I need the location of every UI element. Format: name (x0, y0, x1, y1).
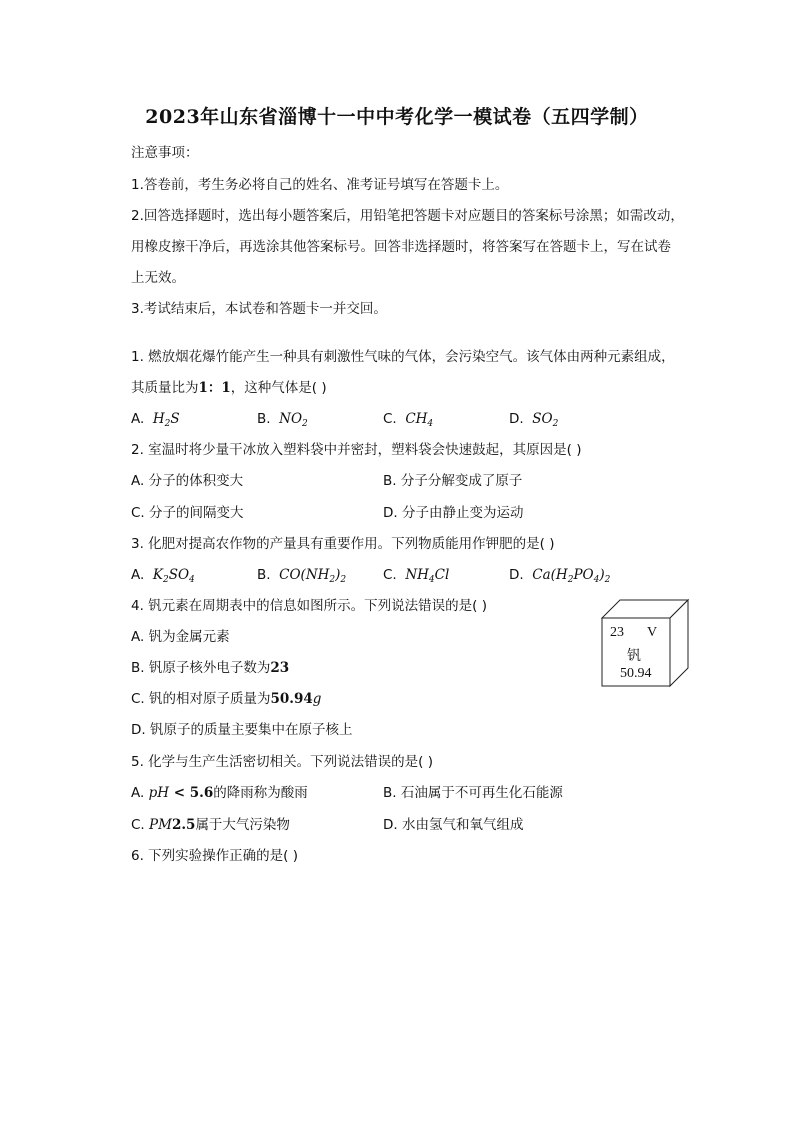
q1-stem-text: 其质量比为 (131, 380, 199, 396)
q1-stem-line1: 1. 燃放烟花爆竹能产生一种具有刺激性气味的气体，会污染空气。该气体由两种元素组成， (131, 349, 675, 365)
q1-option-c[interactable]: C. $CH_4$ (383, 411, 434, 429)
q5-option-a[interactable]: A. pH < 5.6的降雨称为酸雨 (131, 785, 308, 801)
notice-item-3: 3.考试结束后，本试卷和答题卡一并交回。 (131, 301, 387, 317)
notice-item-2: 2.回答选择题时，选出每小题答案后，用铅笔把答题卡对应题目的答案标号涂黑；如需改动， (131, 208, 684, 224)
element-name: 钒 (627, 649, 641, 664)
q3-option-d[interactable]: D. $Ca(H_2PO_4)_2$ (509, 567, 611, 585)
notice-item-2-cont: 用橡皮擦干净后，再选涂其他答案标号。回答非选择题时，将答案写在答题卡上，写在试卷 (131, 239, 671, 255)
q2-stem: 2. 室温时将少量干冰放入塑料袋中并密封，塑料袋会快速鼓起，其原因是( ) (131, 442, 582, 458)
q1-option-a[interactable]: A. $H_2S$ (131, 411, 180, 429)
element-atomic-number: 23 (610, 625, 624, 640)
q1-option-d[interactable]: D. $SO_2$ (509, 411, 559, 429)
q3-stem: 3. 化肥对提高农作物的产量具有重要作用。下列物质能用作钾肥的是( ) (131, 536, 555, 552)
notice-item-1: 1.答卷前，考生务必将自己的姓名、准考证号填写在答题卡上。 (131, 177, 509, 193)
element-mass: 50.94 (620, 666, 652, 681)
q1-option-b[interactable]: B. $NO_2$ (257, 411, 308, 429)
page-title: 2023年山东省淄博十一中中考化学一模试卷（五四学制） (145, 106, 649, 128)
q1-stem-tail: ，这种气体是( ) (230, 380, 327, 396)
q2-option-c[interactable]: C. 分子的间隔变大 (131, 505, 244, 521)
q4-option-d[interactable]: D. 钒原子的质量主要集中在原子核上 (131, 722, 353, 738)
notice-heading: 注意事项： (131, 145, 199, 161)
notice-item-2-end: 上无效。 (131, 270, 185, 286)
q3-option-b[interactable]: B. $CO(NH_2)_2$ (257, 567, 347, 585)
q5-option-c[interactable]: C. PM2.5属于大气污染物 (131, 817, 290, 833)
q1-stem-line2 (131, 378, 327, 398)
q6-stem: 6. 下列实验操作正确的是( ) (131, 848, 298, 864)
q5-option-d[interactable]: D. 水由氢气和氧气组成 (383, 817, 524, 833)
element-cell-figure (600, 598, 692, 690)
q3-option-c[interactable]: C. $NH_4Cl$ (383, 567, 450, 585)
q5-stem: 5. 化学与生产生活密切相关。下列说法错误的是( ) (131, 754, 433, 770)
q4-stem: 4. 钒元素在周期表中的信息如图所示。下列说法错误的是( ) (131, 598, 487, 614)
q1-ratio: 1：1 (198, 380, 231, 396)
q2-option-d[interactable]: D. 分子由静止变为运动 (383, 505, 524, 521)
q3-option-a[interactable]: A. $K_2SO_4$ (131, 567, 195, 585)
element-symbol: V (647, 625, 658, 640)
q4-option-a[interactable]: A. 钒为金属元素 (131, 629, 230, 645)
q4-option-b[interactable]: B. 钒原子核外电子数为23 (131, 660, 290, 676)
q5-option-b[interactable]: B. 石油属于不可再生化石能源 (383, 785, 563, 801)
q2-option-a[interactable]: A. 分子的体积变大 (131, 473, 244, 489)
q2-option-b[interactable]: B. 分子分解变成了原子 (383, 473, 523, 489)
q4-option-c[interactable]: C. 钒的相对原子质量为50.94g (131, 691, 322, 707)
